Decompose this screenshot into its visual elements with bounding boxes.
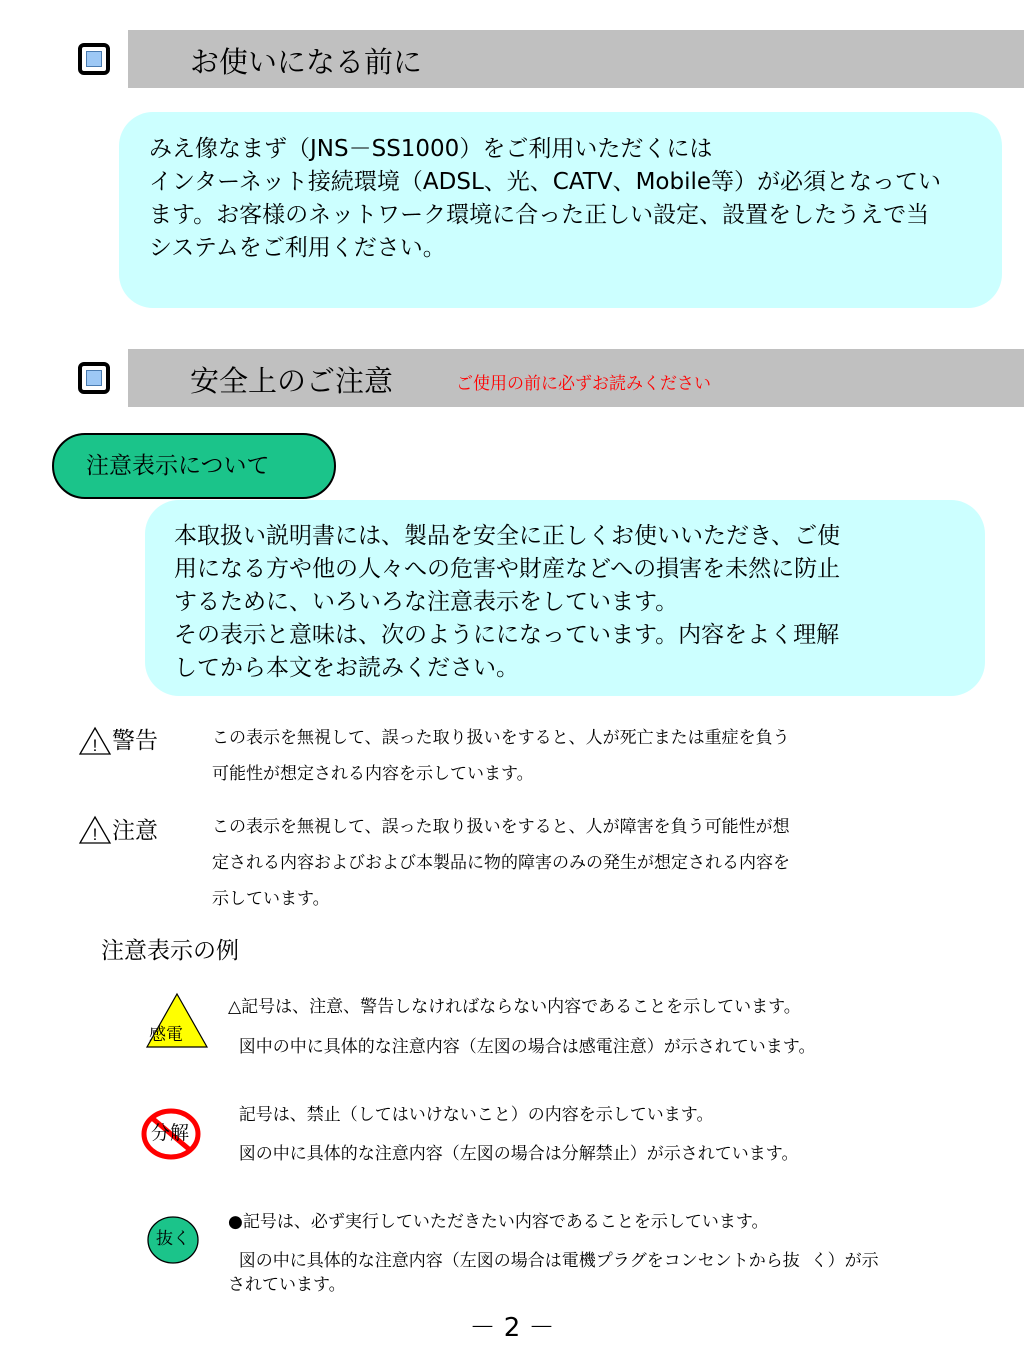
example-desc-line: 図中の中に具体的な注意内容（左図の場合は感電注意）が示されています。 — [228, 1037, 816, 1057]
warning-desc-line: この表示を無視して、誤った取り扱いをすると、人が死亡または重症を負う — [212, 728, 790, 748]
notice-line: するために、いろいろな注意表示をしています。 — [174, 589, 679, 615]
svg-text:!: ! — [92, 825, 98, 844]
note-line: みえ像なまず（JNS－SS1000）をご利用いただくには — [149, 136, 713, 162]
warning-triangle-icon — [78, 726, 112, 756]
example-desc-line: 記号は、禁止（してはいけないこと）の内容を示しています。 — [228, 1105, 714, 1125]
example-desc-line: ●記号は、必ず実行していただきたい内容であることを示しています。 — [228, 1212, 769, 1232]
caution-desc-line: 示しています。 — [212, 889, 330, 909]
note-line: インターネット接続環境（ADSL、光、CATV、Mobile等）が必須となってい — [149, 169, 942, 195]
example-desc-line: 図の中に具体的な注意内容（左図の場合は電機プラグをコンセントから抜 く）が示 — [228, 1251, 879, 1271]
svg-text:!: ! — [92, 736, 98, 755]
disassembly-icon-text: 分解 — [151, 1122, 190, 1144]
example-desc-line: △記号は、注意、警告しなければならない内容であることを示しています。 — [228, 997, 801, 1017]
examples-heading: 注意表示の例 — [101, 938, 239, 964]
caution-label: 注意 — [112, 818, 158, 844]
section-bullet-icon — [78, 43, 110, 75]
warning-triangle-icon — [78, 815, 112, 845]
notice-line: 本取扱い説明書には、製品を安全に正しくお使いいただき、ご使 — [174, 523, 841, 549]
note-line: ます。お客様のネットワーク環境に合った正しい設定、設置をしたうえで当 — [149, 202, 930, 228]
caution-desc-line: この表示を無視して、誤った取り扱いをすると、人が障害を負う可能性が想 — [212, 817, 790, 837]
notice-line: してから本文をお読みください。 — [174, 655, 519, 681]
notice-line: その表示と意味は、次のようにになっています。内容をよく理解 — [174, 622, 840, 648]
section-title-before-use: お使いになる前に — [190, 45, 423, 79]
section-subtitle: ご使用の前に必ずお読みください — [456, 374, 711, 394]
unplug-icon-text: 抜く — [156, 1229, 190, 1249]
warning-desc-line: 可能性が想定される内容を示しています。 — [212, 764, 534, 784]
warning-label: 警告 — [112, 728, 158, 754]
example-desc-line: されています。 — [228, 1275, 346, 1295]
page-number: － 2 － — [469, 1313, 555, 1343]
note-line: システムをご利用ください。 — [149, 235, 446, 261]
caution-desc-line: 定される内容およびおよび本製品に物的障害のみの発生が想定される内容を — [212, 853, 790, 873]
section-bullet-icon — [78, 362, 110, 394]
notice-pill-label: 注意表示について — [86, 453, 270, 479]
notice-line: 用になる方や他の人々への危害や財産などへの損害を未然に防止 — [174, 556, 841, 582]
electric-shock-icon-text: 感電 — [149, 1025, 183, 1045]
example-desc-line: 図の中に具体的な注意内容（左図の場合は分解禁止）が示されています。 — [228, 1144, 799, 1164]
section-title-safety: 安全上のご注意 — [190, 364, 394, 398]
